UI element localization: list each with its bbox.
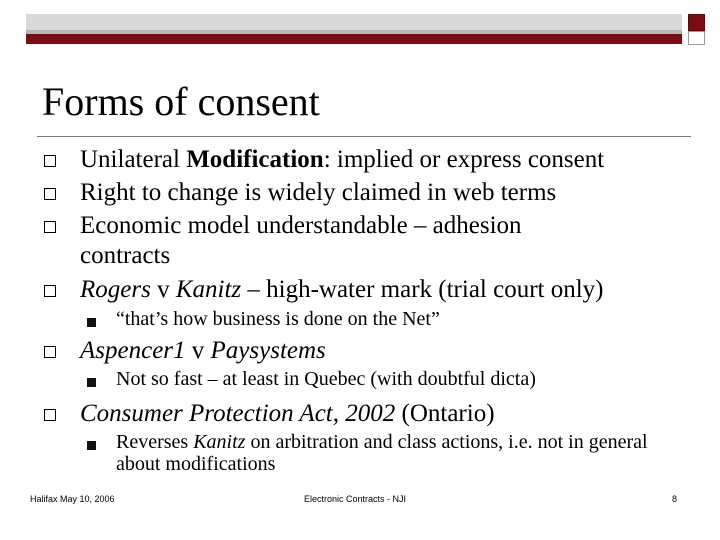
text-run: Aspencer1: [80, 337, 186, 364]
bullet-item: [80, 211, 600, 271]
footer-title: Electronic Contracts - NJI: [304, 494, 407, 504]
bullet-marker: [44, 155, 56, 167]
bullet-item: [80, 336, 690, 366]
text-run: Kanitz: [175, 276, 242, 303]
text-run: Kanitz: [193, 431, 246, 453]
text-run: Paysystems: [210, 337, 326, 364]
sub-bullet-marker: [87, 318, 96, 327]
slide-title: Forms of consent: [42, 79, 320, 124]
bullet-marker: [44, 285, 56, 297]
bullet-marker: [44, 409, 56, 421]
footer-date: Halifax May 10, 2006: [30, 494, 115, 504]
text-run: Economic model understandable – adhesion contracts: [80, 212, 522, 269]
bullet-item: [80, 145, 690, 175]
text-run: : implied or express consent: [323, 146, 605, 173]
bullet-item: [80, 275, 690, 305]
sub-bullet-marker: [87, 378, 96, 387]
text-run: Reverses: [116, 431, 194, 453]
text-run: Unilateral: [80, 146, 187, 173]
bullet-item: [80, 178, 690, 208]
sub-bullet-item: [116, 368, 690, 390]
bullet-marker: [44, 188, 56, 200]
text-run: v: [185, 337, 211, 364]
sub-bullet-item: [116, 308, 690, 330]
text-run: on arbitration and class actions, i.e. not in general about modifications: [116, 431, 648, 475]
text-run: – high-water mark (trial court only): [241, 276, 604, 303]
bullet-marker: [44, 221, 56, 233]
text-run: (Ontario): [395, 400, 495, 427]
sub-bullet-item: [116, 431, 686, 475]
text-run: Modification: [186, 146, 324, 173]
text-run: Rogers: [80, 276, 151, 303]
text-run: Right to change is widely claimed in web terms: [80, 179, 557, 206]
bullet-item: [80, 399, 690, 429]
text-run: v: [150, 276, 176, 303]
page-number: 8: [672, 494, 678, 504]
text-run: Not so fast – at least in Quebec (with doubtful dicta): [116, 368, 536, 390]
sub-bullet-marker: [87, 441, 96, 450]
bullet-marker: [44, 346, 56, 358]
text-run: Consumer Protection Act, 2002: [80, 400, 396, 427]
text-run: “that’s how business is done on the Net”: [116, 308, 440, 330]
